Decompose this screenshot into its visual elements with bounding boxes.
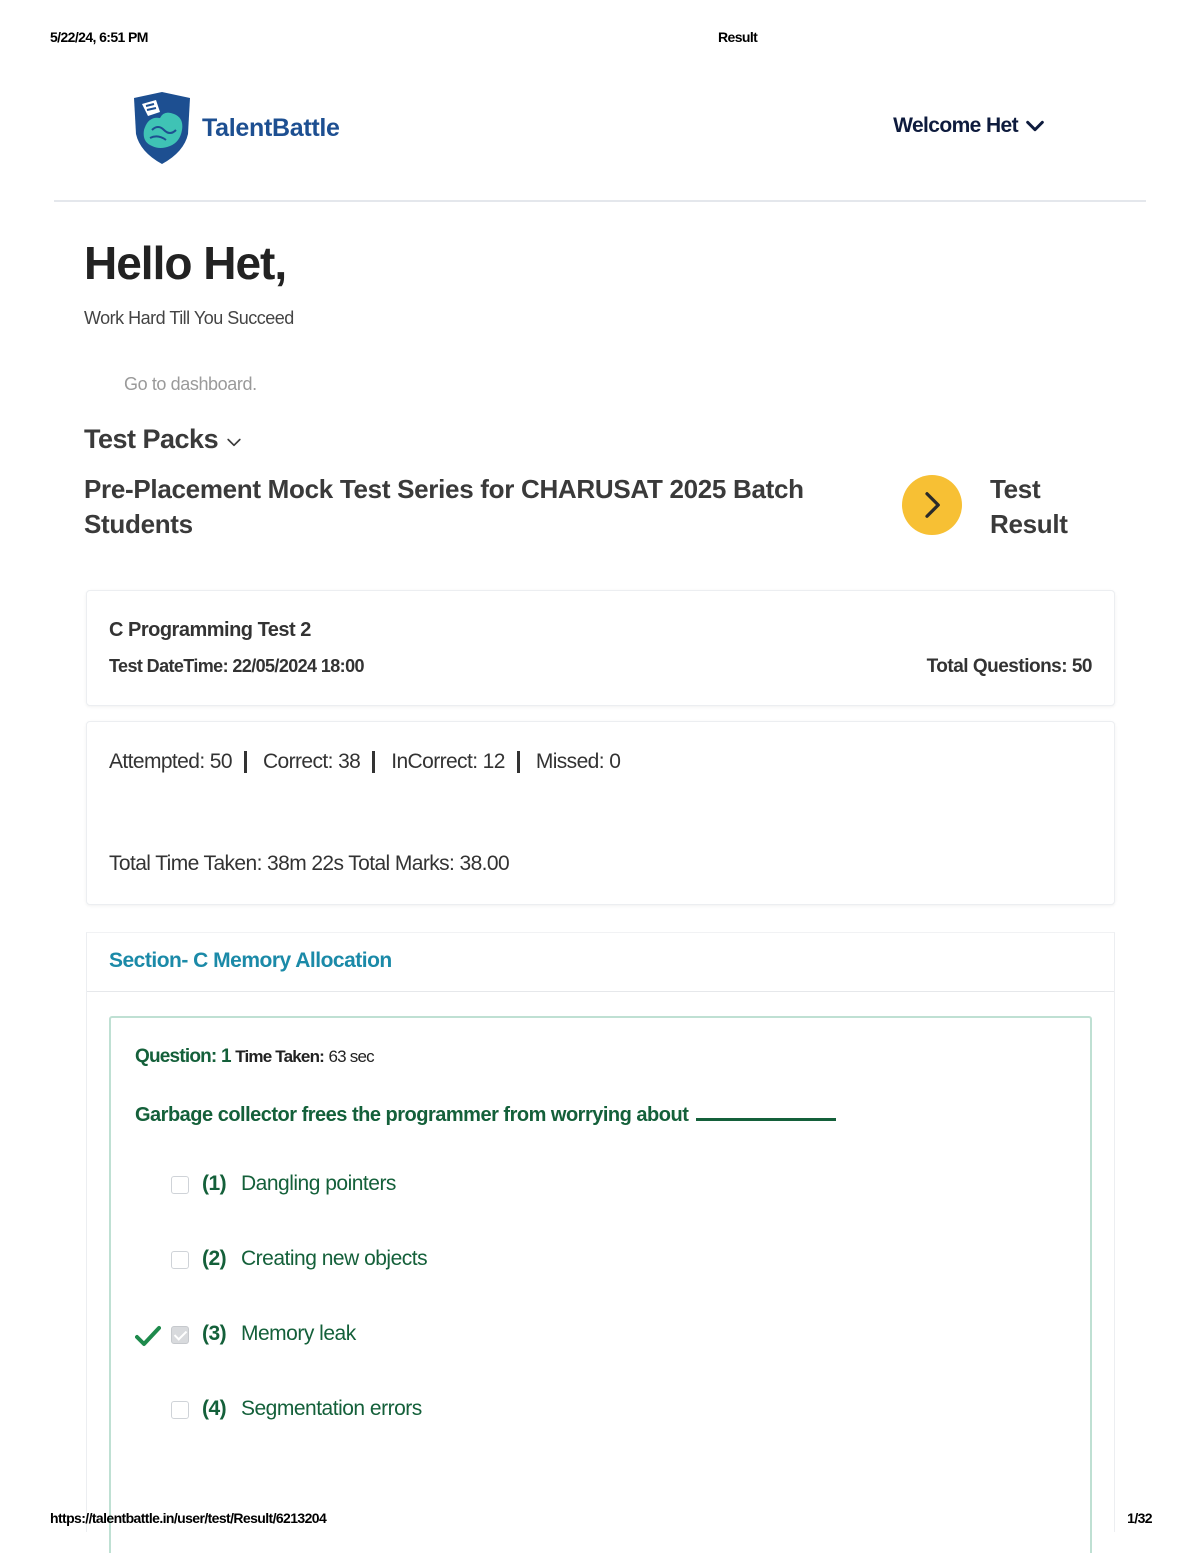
- separator: [372, 751, 375, 773]
- total-questions: Total Questions: 50: [926, 656, 1092, 677]
- option-text: Segmentation errors: [241, 1397, 422, 1420]
- option-text: Memory leak: [241, 1322, 356, 1345]
- incorrect-count: InCorrect: 12: [391, 750, 505, 773]
- section-title[interactable]: Section- C Memory Allocation: [109, 949, 392, 972]
- go-result-button[interactable]: [902, 475, 962, 535]
- time-and-marks: Total Time Taken: 38m 22s Total Marks: 38.00: [109, 852, 510, 875]
- correct-count: Correct: 38: [262, 750, 361, 773]
- test-datetime: Test DateTime: 22/05/2024 18:00: [109, 656, 364, 676]
- question-number: Question: 1: [135, 1046, 231, 1067]
- section-card: [86, 932, 1115, 1532]
- option-checkbox[interactable]: [171, 1401, 189, 1419]
- time-taken-label: Time Taken:: [235, 1047, 325, 1066]
- separator: [244, 751, 247, 773]
- test-series-title: Pre-Placement Mock Test Series for CHARUSAT 2025 Batch Students: [84, 474, 804, 539]
- chevron-down-icon: [224, 432, 244, 452]
- time-taken-value: 63 sec: [328, 1047, 374, 1066]
- motto-text: Work Hard Till You Succeed: [84, 308, 294, 328]
- question-text: [135, 1104, 836, 1127]
- option-number: (2): [202, 1247, 227, 1270]
- question-text-content: Garbage collector frees the programmer from worrying about: [135, 1104, 689, 1126]
- stats-card: [86, 721, 1115, 905]
- chevron-right-icon: [917, 490, 947, 520]
- brand-name[interactable]: TalentBattle: [202, 114, 340, 142]
- answer-blank: [696, 1118, 836, 1121]
- option-text: Dangling pointers: [241, 1172, 396, 1195]
- print-page-number: 1/32: [1127, 1510, 1152, 1526]
- print-url: https://talentbattle.in/user/test/Result/6213204: [50, 1510, 327, 1526]
- missed-count: Missed: 0: [535, 750, 621, 773]
- page-greeting: Hello Het,: [84, 237, 287, 289]
- divider: [87, 991, 1114, 992]
- option-checkbox[interactable]: [171, 1326, 189, 1344]
- option-number: (1): [202, 1172, 227, 1195]
- option-number: (4): [202, 1397, 227, 1420]
- talentbattle-logo-icon[interactable]: [130, 90, 194, 166]
- question-header: [135, 1046, 374, 1068]
- question-card: [109, 1016, 1092, 1553]
- correct-check-icon: [135, 1325, 161, 1347]
- option-number: (3): [202, 1322, 227, 1345]
- welcome-label: Welcome Het: [893, 114, 1018, 137]
- go-to-dashboard-link[interactable]: Go to dashboard.: [124, 374, 257, 394]
- attempted-count: Attempted: 50: [109, 750, 232, 773]
- separator: [517, 751, 520, 773]
- option-text: Creating new objects: [241, 1247, 428, 1270]
- option-checkbox[interactable]: [171, 1176, 189, 1194]
- test-packs-dropdown[interactable]: [84, 424, 244, 455]
- test-info-card: [86, 590, 1115, 706]
- user-menu-button[interactable]: [893, 114, 1046, 138]
- navbar: [54, 86, 1146, 202]
- stats-line: [109, 750, 620, 774]
- test-name: C Programming Test 2: [109, 619, 311, 641]
- test-result-link[interactable]: Test Result: [990, 474, 1068, 539]
- print-footer: [50, 1510, 1152, 1528]
- chevron-down-icon: [1024, 115, 1046, 137]
- print-title: Result: [718, 29, 758, 45]
- test-packs-label: Test Packs: [84, 424, 219, 454]
- option-checkbox[interactable]: [171, 1251, 189, 1269]
- print-header: [50, 29, 1152, 47]
- print-date: 5/22/24, 6:51 PM: [50, 29, 148, 45]
